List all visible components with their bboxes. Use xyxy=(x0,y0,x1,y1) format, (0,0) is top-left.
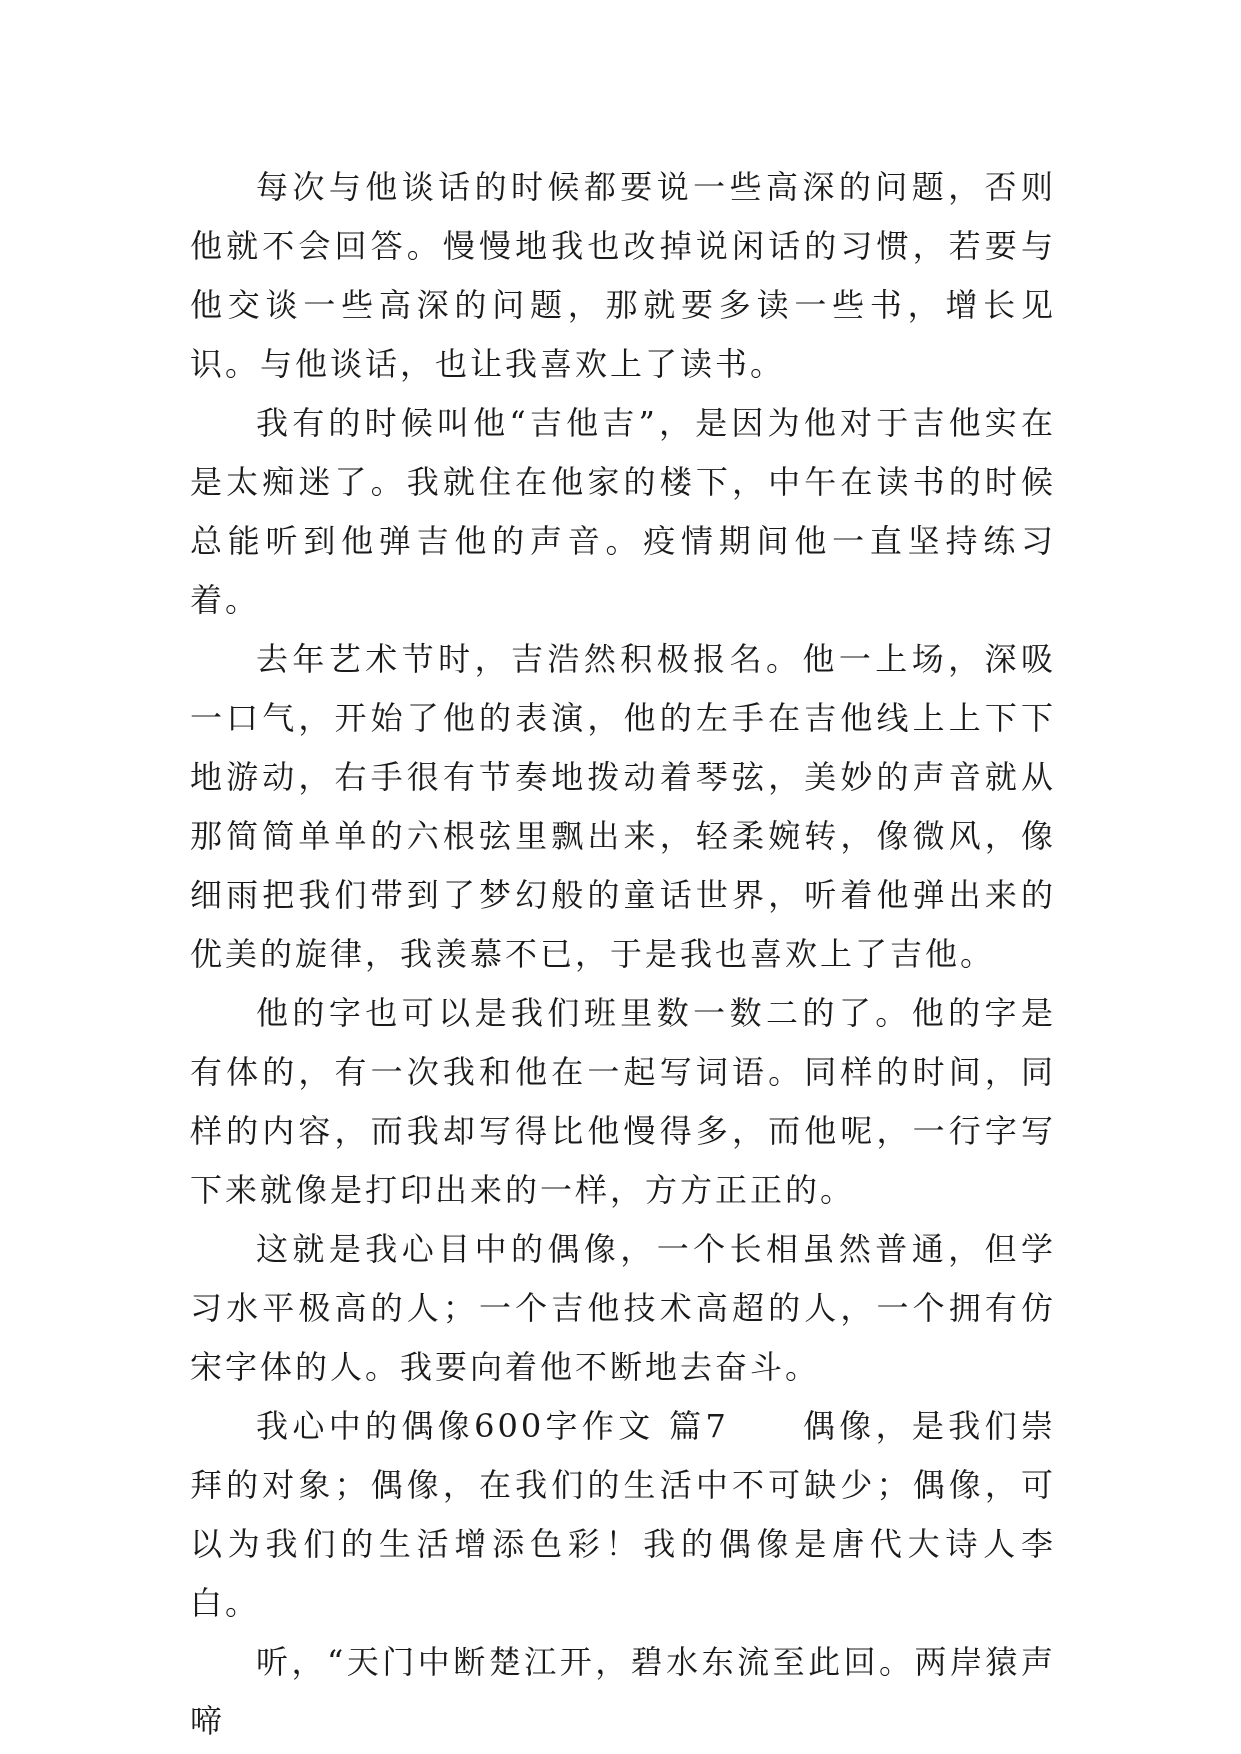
paragraph-talking: 每次与他谈话的时候都要说一些高深的问题，否则他就不会回答。慢慢地我也改掉说闲话的习惯，若要与他交谈一些高深的问题，那就要多读一些书，增长见识。与他谈话，也让我喜欢上了读书。 xyxy=(190,168,1056,383)
paragraph-guitar-nickname: 我有的时候叫他“吉他吉”，是因为他对于吉他实在是太痴迷了。我就住在他家的楼下，中午在读书的时候总能听到他弹吉他的声音。疫情期间他一直坚持练习着。 xyxy=(190,404,1056,619)
paragraph-art-festival: 去年艺术节时，吉浩然积极报名。他一上场，深吸一口气，开始了他的表演，他的左手在吉他线上上下下地游动，右手很有节奏地拨动着琴弦，美妙的声音就从那简简单单的六根弦里飘出来，轻柔婉转，像微风，像细雨把我们带到了梦幻般的童话世界，听着他弹出来的优美的旋律，我羡慕不已，于是我也喜欢上了吉他。 xyxy=(190,640,1056,973)
paragraph-handwriting: 他的字也可以是我们班里数一数二的了。他的字是有体的，有一次我和他在一起写词语。同样的时间，同样的内容，而我却写得比他慢得多，而他呢，一行字写下来就像是打印出来的一样，方方正正的。 xyxy=(190,994,1056,1209)
paragraph-idol-summary: 这就是我心目中的偶像，一个长相虽然普通，但学习水平极高的人；一个吉他技术高超的人，一个拥有仿宋字体的人。我要向着他不断地去奋斗。 xyxy=(190,1230,1056,1386)
document-body xyxy=(190,158,1056,1751)
paragraph-poem-quote: 听，“天门中断楚江开，碧水东流至此回。两岸猿声啼 xyxy=(190,1643,1056,1740)
paragraph-essay-7-intro: 我心中的偶像600字作文 篇7 偶像，是我们崇拜的对象；偶像，在我们的生活中不可缺少；偶像，可以为我们的生活增添色彩！我的偶像是唐代大诗人李白。 xyxy=(190,1407,1056,1622)
